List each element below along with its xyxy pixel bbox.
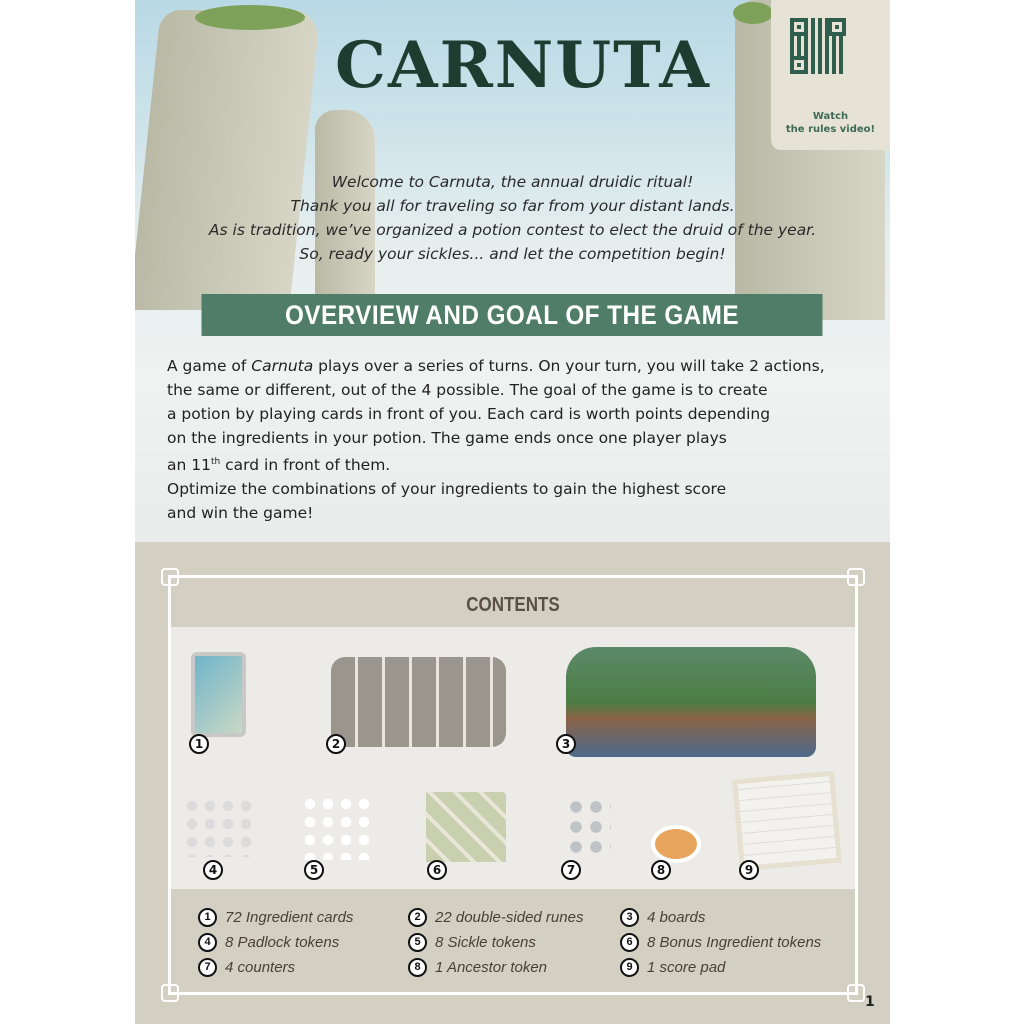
item-number: 9 <box>620 958 639 977</box>
item-label: 22 double-sided runes <box>435 909 584 926</box>
knot-ornament-icon <box>847 984 865 1002</box>
component-number-2: 2 <box>326 734 346 754</box>
contents-legend-col-2 <box>408 905 583 980</box>
overview-text <box>167 354 867 525</box>
counters-image <box>566 797 611 857</box>
item-label: 8 Bonus Ingredient tokens <box>647 934 822 951</box>
contents-title: CONTENTS <box>466 594 560 616</box>
component-number-6: 6 <box>427 860 447 880</box>
component-number-4: 4 <box>203 860 223 880</box>
intro-line: So, ready your sickles... and let the competition begin! <box>299 245 726 263</box>
list-item <box>620 930 821 955</box>
contents-box <box>168 575 858 995</box>
component-number-3: 3 <box>556 734 576 754</box>
qr-caption-1: Watch <box>812 111 849 122</box>
contents-legend-col-3 <box>620 905 821 980</box>
page-number: 1 <box>865 994 875 1010</box>
item-number: 7 <box>198 958 217 977</box>
list-item <box>198 955 353 980</box>
game-name: Carnuta <box>251 357 314 375</box>
goal-text: Optimize the combinations of your ingredients to gain the highest score and win the game! <box>167 480 727 523</box>
list-item <box>408 930 583 955</box>
list-item <box>198 905 353 930</box>
knot-ornament-icon <box>161 568 179 586</box>
text: A game of <box>167 357 252 375</box>
section-title: OVERVIEW AND GOAL OF THE GAME <box>202 294 823 336</box>
list-item <box>408 905 583 930</box>
item-label: 8 Padlock tokens <box>225 934 340 951</box>
qr-code-icon[interactable] <box>790 18 846 74</box>
item-label: 4 boards <box>647 909 706 926</box>
item-label: 1 Ancestor token <box>435 959 548 976</box>
intro-line: Thank you all for traveling so far from your distant lands. <box>290 197 735 215</box>
contents-legend-col-1 <box>198 905 353 980</box>
runes-image <box>331 657 506 747</box>
intro-line: As is tradition, we’ve organized a potion contest to elect the druid of the year. <box>208 221 817 239</box>
text: card in front of them. <box>220 456 391 475</box>
qr-caption-2: the rules video! <box>785 124 876 135</box>
item-number: 4 <box>198 933 217 952</box>
component-number-9: 9 <box>739 860 759 880</box>
bonus-tokens-image <box>426 792 506 862</box>
component-number-1: 1 <box>189 734 209 754</box>
item-number: 2 <box>408 908 427 927</box>
item-number: 3 <box>620 908 639 927</box>
card-deck-image <box>191 652 246 737</box>
component-number-5: 5 <box>304 860 324 880</box>
list-item <box>620 955 821 980</box>
sickle-tokens-image <box>301 795 371 860</box>
padlock-tokens-image <box>183 797 253 857</box>
item-label: 4 counters <box>225 959 296 976</box>
components-illustration <box>171 627 855 889</box>
item-number: 5 <box>408 933 427 952</box>
knot-ornament-icon <box>161 984 179 1002</box>
component-number-7: 7 <box>561 860 581 880</box>
item-label: 72 Ingredient cards <box>225 909 354 926</box>
item-number: 6 <box>620 933 639 952</box>
ancestor-token-image <box>651 825 701 863</box>
item-number: 1 <box>198 908 217 927</box>
game-logo: CARNUTA <box>335 28 711 103</box>
rulebook-page <box>135 0 890 1024</box>
intro-text <box>135 170 890 266</box>
board-image <box>566 647 816 757</box>
list-item <box>408 955 583 980</box>
list-item <box>620 905 821 930</box>
component-number-8: 8 <box>651 860 671 880</box>
superscript: th <box>210 457 221 467</box>
item-number: 8 <box>408 958 427 977</box>
list-item <box>198 930 353 955</box>
score-pad-image <box>732 771 842 872</box>
text: plays over a series of turns. On your turn, you will take 2 actions, the same or different, out of the 4 possible. The goal of the game is to create a potion by playing cards in front of you. Each card is worth points depending on the ingredients in your potion. The game ends once one player plays an 11 <box>167 357 825 475</box>
item-label: 8 Sickle tokens <box>435 934 536 951</box>
knot-ornament-icon <box>847 568 865 586</box>
item-label: 1 score pad <box>647 959 726 976</box>
intro-line: Welcome to Carnuta, the annual druidic ritual! <box>331 173 694 191</box>
qr-code-panel[interactable] <box>771 0 890 150</box>
